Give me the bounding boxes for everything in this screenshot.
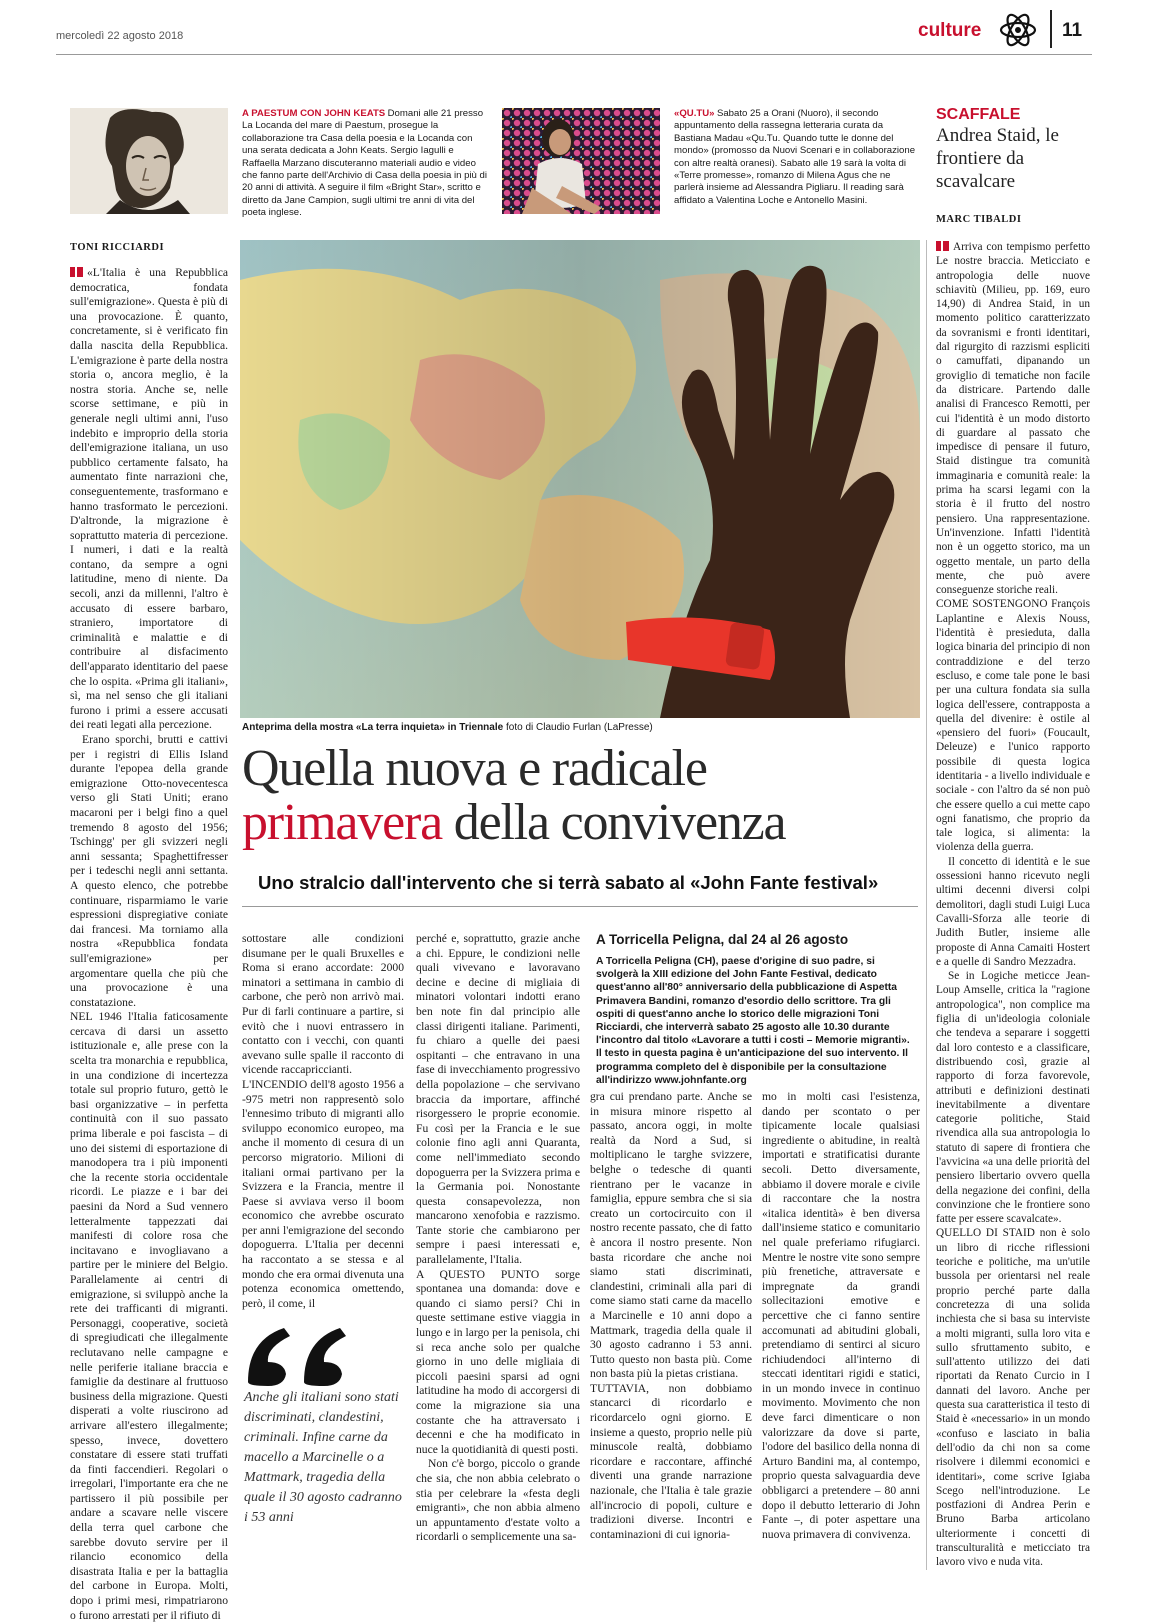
keats-portrait (70, 108, 228, 214)
photo-caption (242, 722, 653, 733)
column-rule (926, 240, 927, 1570)
header-rule (56, 54, 1092, 55)
article-column-1 (70, 266, 228, 1623)
article-author: TONI RICCIARDI (70, 242, 165, 253)
article-column-3 (416, 932, 580, 1545)
brief-text: Sabato 25 a Orani (Nuoro), il secondo appuntamento della rassegna letteraria curata da Bastiana Madau «Qu.Tu. Quando tutte le donne del mondo» (promosso da Nuovi Scenari e in collaborazione con altre realtà oranesi). Sabato alle 19 sarà la volta di «Terre promesse», romanzo di Milena Agus che ne parlerà insieme ad Alessandra Pigliaru. Il reading sarà affidato a Valentina Loche e Antonello Masini. (674, 108, 916, 206)
headline-line-1: Quella nuova e radicale (242, 740, 707, 797)
event-box-body: A Torricella Peligna (CH), paese d'origine di suo padre, si svolgerà la XIII edizione del John Fante Festival, dedicato quest'anno all'80° anniversario della pubblicazione di Aspetta Primavera Bandini, romanzo d'esordio dello scrittore. Tra gli ospiti di quest'anno anche lo storico delle migrazioni Toni Ricciardi, che interverrà sabato 25 agosto alle 10.30 durante l'incontro dal titolo «Lavorare a tutti i costi – Memorie migranti». Il testo in questa pagina è un'anticipazione del suo intervento. Il programma completo del è disponibile per la consultazione all'indirizzo www.johnfante.org (596, 956, 910, 1086)
article-column-5 (762, 1090, 920, 1542)
issue-date: mercoledì 22 agosto 2018 (56, 30, 184, 42)
header-divider (1050, 10, 1052, 48)
brief-paestum (242, 108, 488, 220)
scaffale-paragraph: Se in Logiche meticce Jean-Loup Amselle, critica la "ragione antropologica", non complice ma figlia di un'ideologia coloniale che tendeva a separare i soggetti dal loro contesto e a classificare, distribuendo così, grazie al rapporto di forza favorevole, attributi e definizioni destinati inevitabilmente a diventare categorie politiche, Staid rivendica alla sua antropologia lo statuto di sapere di frontiera che l'avvicina «a una delle priorità del pensiero libertario ovvero quella della negazione dei confini, della convinzione che le frontiere sono fatte per essere scavalcate». (936, 970, 1090, 1226)
article-paragraph: gra cui prendano parte. Anche se in misura minore rispetto al passato, ancora oggi, in molte realtà da Nord a Sud, si moltiplicano le targhe svizzere, belghe o tedesche di quanti rientrano per le vacanze in famiglia, eppure sembra che si sia creato un cortocircuito con il nostro recente passato, che di fatto è ancora il nostro presente. Non basta ricordare che anche noi siamo stati discriminati, clandestini, criminali alla pari di come siamo stati carne da macello a Marcinelle e 10 anni dopo a Mattmark, tragedia della quale il 30 agosto cadranno i 53 anni. Tutto questo non basta più. Come non basta più la pietas cristiana. (590, 1090, 752, 1381)
scaffale-author: MARC TIBALDI (936, 214, 1022, 225)
quote-marks-icon (244, 1322, 394, 1386)
scaffale-paragraph: Arriva con tempismo perfetto Le nostre braccia. Meticciato e antropologia delle nuove schiavitù (Milieu, pp. 169, euro 14,90) di Andrea Staid, in un momento politico caratterizzato da sovranismi e fronti identitari, dal rigurgito di razzismi espliciti o camuffati, dipanando un groviglio di tematiche non facile da districare. Partendo dalle analisi di Francesco Remotti, per cui l'identità è un modo distorto di guardare al passato che impedisce di pensare il futuro, Staid distingue tra comunità immaginaria e comunità reale: la prima ha scarsi legami con la storia è il frutto del nostro pensiero. Una rappresentazione. Un'invenzione. Infatti l'identità non è un oggetto storico, ma un oggetto mentale, un parto della mente, che può avere conseguenze storiche reali. (936, 241, 1090, 597)
paragraph-marker (936, 241, 949, 251)
article-paragraph: mo in molti casi l'esistenza, dando per scontato o per tipicamente locale qualsiasi ingrediente o abitudine, in realtà importati e stratificatisi durante secoli. Detto diversamente, abbiamo il dovere morale e civile di raccontare che la nostra «italica identità» è ben diversa dall'insieme statico e comunitario nel quale preferiamo rifugiarci. Mentre le nostre vite sono sempre più frenetiche, attraversate e impregnate da grandi sollecitazioni emotive e percettive che ci fanno sentire accomunati ad abitudini globali, pretendiamo di sentirci al sicuro richiudendoci all'interno di steccati identitari rigidi e statici, in un mondo invece in continuo movimento. Movimento che non deve farci dimenticare o non valorizzare da dove si parte, l'odore del basilico della nonna di Arturo Bandini ma, al contempo, proprio questa salvaguardia deve obbligarci a pretendere – 80 anni dopo il debutto letterario di John Fante –, di poter aspettare una nuova primavera di convivenza. (762, 1090, 920, 1541)
dotted-photo (502, 108, 660, 214)
pullquote: Anche gli italiani sono stati discriminati, clandestini, criminali. Infine carne da macello a Marcinelle o a Mattmark, tragedia della quale il 30 agosto cadranno i 53 anni (244, 1390, 402, 1525)
scaffale-body (936, 240, 1090, 1570)
article-paragraph: A QUESTO PUNTO sorge spontanea una domanda: dove e quando ci siamo persi? Chi in queste settimane estive viaggia in lungo e in largo per la penisola, chi si reca anche solo per qualche giorno in uno delle migliaia di piccoli paesini sparsi ad ogni latitudine ha modo di accorgersi di come la migrazione sia una costante che ha attraversato i decenni e che ha modificato in nuce la quotidianità di questi posti. (416, 1267, 580, 1456)
event-box (596, 932, 918, 1086)
scaffale-paragraph: Il concetto di identità e le sue ossessioni hanno ricevuto negli ultimi decenni diversi colpi demolitori, dagli studi Luigi Luca Cavalli-Sforza alle teorie di Judith Butler, insieme alle proposte di Anna Camaiti Hostert e a quelle di Sandro Mezzadra. (936, 855, 1090, 968)
caption-credit: foto di Claudio Furlan (LaPresse) (505, 722, 653, 733)
section-label: culture (918, 20, 982, 41)
scaffale-paragraph: QUELLO DI STAID non è solo un libro di ricche riflessioni teoriche e politiche, ma un'utile bussola per orientarsi nel reale proprio perché parte dalla concretezza di una solida inchiesta che si basa su interviste a molti migranti, sulla loro vita e sullo sfruttamento subito, e sull'attento utilizzo dei dati riportati da Renato Curcio in I dannati del lavoro. Anche per questa sua caratteristica il testo di Staid è «necessario» in un mondo «confuso e lasciato in balia dell'odio da chi non sa come risolvere i dilemmi economici e identitari», come scrive Igiaba Scego nell'introduzione. Le postfazioni di Andrea Perin e Bruno Barba articolano ulteriormente i concetti di transculturalità e meticciato tra lavoro vivo e nuda vita. (936, 1227, 1090, 1569)
page-number: 11 (1062, 20, 1083, 41)
brief-text: Domani alle 21 presso La Locanda del mare di Paestum, prosegue la collaborazione tra Casa della poesia e la Locanda con una serata dedicata a John Keats. Sergio Iagulli e Raffaella Marzano discuteranno materiali audio e video che fanno parte dell'Archivio di Casa della poesia in più di 20 anni di attività. A seguire il film «Bright Star», scritto e diretto da Jane Campion, sugli ultimi tre anni di vita del poeta inglese. (242, 108, 488, 219)
brief-lead: A PAESTUM CON JOHN KEATS (242, 108, 386, 119)
caption-text: Anteprima della mostra «La terra inquieta» in Triennale (242, 722, 504, 733)
headline (242, 742, 785, 850)
article-column-2 (242, 932, 404, 1311)
article-column-4 (590, 1090, 752, 1542)
article-paragraph: Non c'è borgo, piccolo o grande che sia, che non abbia celebrato o stia per celebrare la «festa degli emigranti», che non abbia almeno un appuntamento d'estate volto a ricordarli o semplicemente una sa- (416, 1457, 580, 1544)
brief-lead: «QU.TU» (674, 108, 715, 119)
article-paragraph: L'INCENDIO dell'8 agosto 1956 a -975 metri non rappresentò solo l'ennesimo tributo di migranti allo sviluppo economico europeo, ma anche il momento di cesura di un percorso migratorio. Milioni di italiani ormai partivano per la Svizzera e la Francia, mentre il Paese si avviava verso il boom economico che avrebbe oscurato per anni l'emigrazione del secondo dopoguerra. L'Italia per decenni ha raccontato a se stessa e al mondo che era ormai divenuta una potenza economica omettendo, però, il come, il (242, 1077, 404, 1310)
article-paragraph: NEL 1946 l'Italia faticosamente cercava di darsi un assetto istituzionale e, alle prese con la scelta tra monarchia e repubblica, in una condizione di incertezza totale sul proprio futuro, gettò le basi organizzative – in perfetta continuità con il suo passato prima liberale e poi fascista – di uno dei sistemi di esportazione di manodopera tra i più imponenti che la recente storia occidentale ricordi. Le piazze e i bar dei paesini da Nord a Sud vennero letteralmente tappezzati dai manifesti di colore rosa che incitavano e invogliavano a partire per le miniere del Belgio. Parallelamente ai centri di emigrazione, si sviluppò anche la rete dei trafficanti di migranti. Personaggi, cooperative, società di spregiudicati che illegalmente reclutavano nelle campagne e nelle periferie italiane braccia e famiglie da destinare al fruttuoso business della migrazione. Questi disperati a volte riuscirono ad arrivare all'estero illegalmente; spesso, invece, dovettero constatare di essere stati truffati da finti faccendieri. Regolari o irregolari, l'importante era che ne partissero il più possibile per andare a scavare nelle viscere della terra quel carbone che sarebbe dovuto servire per il rilancio economico della disastrata Italia e per la battaglia del carbone in Europa. Molti, dopo i primi mesi, rimpatriarono o furono arrestati per il rifiuto di (70, 1010, 228, 1622)
article-paragraph: sottostare alle condizioni disumane per le quali Bruxelles e Roma si erano accordate: 2000 minatori a settimana in cambio di carbone, che però non arrivò mai. Pur di farli continuare a partire, si evitò che i nuovi entrassero in contatto con i vecchi, con quanti avevano sulle spalle il racconto di vicende raccapriccianti. (242, 932, 404, 1077)
scaffale-paragraph: COME SOSTENGONO François Laplantine e Alexis Nouss, l'identità è presieduta, dalla logica binaria del principio di non contraddizione e del terzo escluso, e come tale pone le basi per una cultura fondata sia sulla logica dell'essere, contrapposta a quella del divenire: è ostile al «pensiero del fuori» (Foucault, Deleuze) e l'unico rapporto possibile di questa logica identitaria - a livello individuale e sociale - con l'altro da sé non può che essere quello a cui mette capo ogni fanatismo, che proprio da tale logica, si alimenta: la violenza della guerra. (936, 598, 1090, 854)
article-paragraph: «L'Italia è una Repubblica democratica, fondata sull'emigrazione». Questa è più di una provocazione. È quanto, concretamente, si è verificato fin dalla nascita della Repubblica. L'emigrazione è parte della nostra storia o, ancora meglio, è la nostra storia. Anche se, nelle scorse settimane, e più in generale negli ultimi anni, l'uso indebito e improprio della storia dell'emigrazione italiana, un uso pubblico certamente falsato, ha aumentato finte narrazioni che, conseguentemente, trasformano e hanno trasformato le percezioni. D'altronde, la migrazione è soprattutto materia di percezione. I numeri, i dati e la realtà contano, da sempre a ogni latitudine, meno di niente. Da secoli, anzi da millenni, l'altro è accusato di essere barbaro, straniero, importatore di criminalità e malattie e di contribuire al disfacimento dell'apparato identitario del paese che lo ospita. «Prima gli italiani», sì, ma nel senso che gli italiani furono i primi a essere accusati dei reati legati alla percezione. (70, 266, 228, 732)
scaffale-kicker: SCAFFALE (936, 106, 1021, 123)
map-hand-photo (240, 240, 920, 718)
scaffale-title: Andrea Staid, le frontiere da scavalcare (936, 125, 1059, 192)
article-paragraph: perché e, soprattutto, grazie anche a chi. Eppure, le condizioni nelle quali vivevano e lavoravano decine e decine di migliaia di minatori volontari indotti erano ben note fin dal principio alle classi dirigenti italiane. Parimenti, fu chiaro a quelle dei paesi ospitanti – che entravano in una fase di invecchiamento progressivo della popolazione – che servivano braccia da importare, affinché risorgessero le proprie economie. Fu così per la Francia e le sue colonie fino agli anni Quaranta, come nell'immediato secondo dopoguerra per la Svizzera prima e la Germania poi. Nonostante questa consapevolezza, non mancarono xenofobia e razzismo. Tante storie che cambiarono per sempre i paesi interessati e, parallelamente, l'Italia. (416, 932, 580, 1267)
headline-line-2-rest: della convivenza (441, 794, 786, 851)
brief-qutu (674, 108, 920, 207)
atom-icon (998, 10, 1038, 50)
headline-line-2 (242, 796, 785, 850)
subheadline: Uno stralcio dall'intervento che si terrà sabato al «John Fante festival» (258, 872, 879, 893)
headline-highlight: primavera (242, 794, 442, 851)
event-box-title: A Torricella Peligna, dal 24 al 26 agosto (596, 932, 849, 947)
article-paragraph: Erano sporchi, brutti e cattivi per i registri di Ellis Island durante l'epopea della grande emigrazione Otto-novecentesca verso gli Stati Uniti; erano macaroni per i belgi fino a quel tremendo 8 agosto del 1956; Tschingg' per gli svizzeri negli anni sessanta; Spaghettifresser per i tedeschi negli anni settanta. A questo elenco, che potrebbe continuare, risparmiamo le varie espressioni dispregiative coniate dai francesi. Ma torniamo alla nostra «Repubblica fondata sull'emigrazione» per argomentare quella che più che una provocazione è una constatazione. (70, 733, 228, 1009)
subheadline-rule (242, 906, 918, 907)
article-paragraph: TUTTAVIA, non dobbiamo stancarci di ricordarlo e ricordarcelo ogni giorno. E insieme a questo, proprio nelle più minuscole realtà, dobbiamo ricordare e raccontare, affinché diventi una grande narrazione nazionale, che l'Italia è tale grazie all'incrocio di popoli, culture e tradizioni diverse. Incontri e contaminazioni di cui ignoria- (590, 1381, 752, 1541)
paragraph-marker (70, 267, 83, 277)
